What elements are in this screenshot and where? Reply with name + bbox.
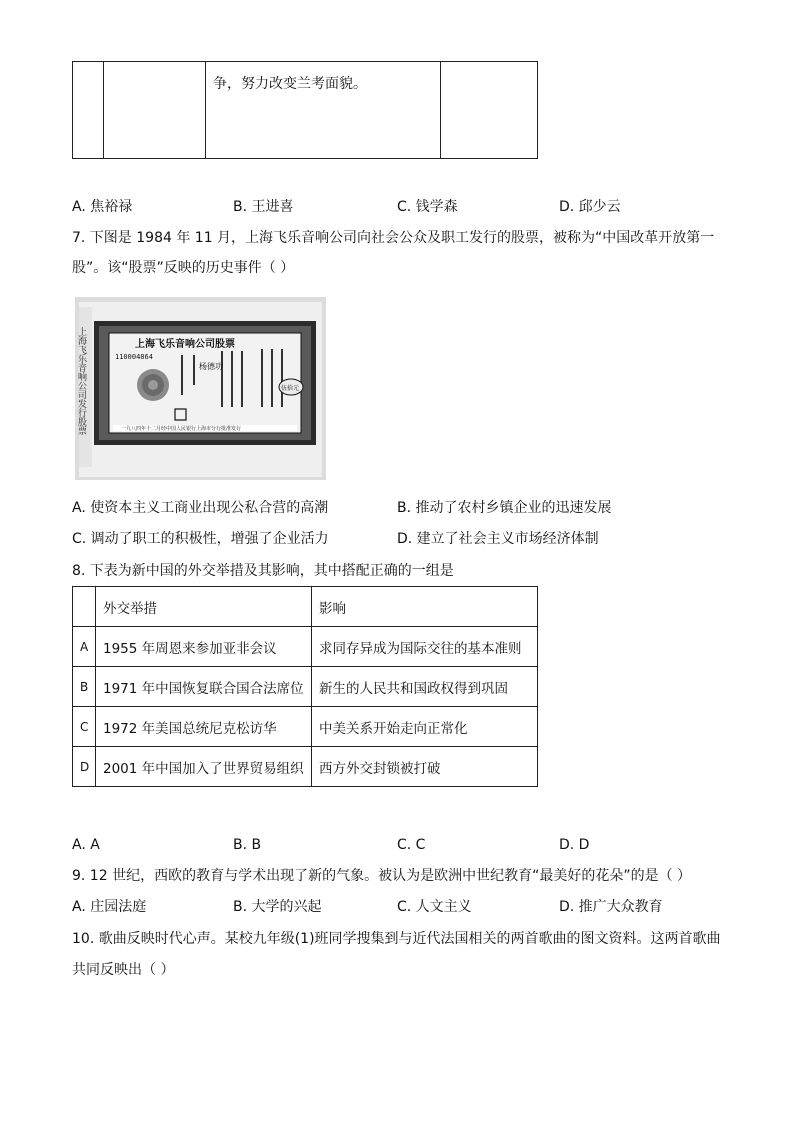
- continuation-table: [72, 61, 538, 159]
- stock-value-mark: 伍拾元: [281, 385, 300, 392]
- q7-option-b: B. 推动了农村乡镇企业的迅速发展: [397, 500, 612, 516]
- row-effect: 求同存异成为国际交往的基本准则: [312, 627, 538, 667]
- q10-stem-line2: 共同反映出（ ）: [72, 962, 175, 978]
- table-header-cell: 外交举措: [96, 587, 312, 627]
- row-measure: 2001 年中国加入了世界贸易组织: [96, 747, 312, 787]
- table-row: [73, 747, 538, 787]
- row-measure: 1955 年周恩来参加亚非会议: [96, 627, 312, 667]
- row-measure: 1971 年中国恢复联合国合法席位: [96, 667, 312, 707]
- stock-side-text: 上海飞乐音响公司发行股票: [76, 327, 86, 435]
- row-key: D: [73, 747, 96, 787]
- q7-option-c: C. 调动了职工的积极性，增强了企业活力: [72, 531, 329, 547]
- table-header-row: [73, 587, 538, 627]
- q7-stem-line1: 7. 下图是 1984 年 11 月，上海飞乐音响公司向社会公众及职工发行的股票，被称为“中国改革开放第一: [72, 230, 715, 246]
- q6-option-c: C. 钱学森: [397, 199, 458, 215]
- stock-certificate-photo: [75, 297, 326, 480]
- row-effect: 中美关系开始走向正常化: [312, 707, 538, 747]
- q7-option-d: D. 建立了社会主义市场经济体制: [397, 531, 599, 547]
- table-cell: [104, 62, 206, 159]
- q9-stem: 9. 12 世纪，西欧的教育与学术出现了新的气象。被认为是欧洲中世纪教育“最美好的花朵”的是（ ）: [72, 868, 692, 884]
- q8-option-c: C. C: [397, 837, 426, 853]
- q9-option-d: D. 推广大众教育: [559, 899, 663, 915]
- row-key: A: [73, 627, 96, 667]
- q6-option-a: A. 焦裕禄: [72, 199, 133, 215]
- row-key: C: [73, 707, 96, 747]
- table-header-cell: 影响: [312, 587, 538, 627]
- diplomacy-table: [72, 586, 538, 787]
- q6-option-d: D. 邱少云: [559, 199, 621, 215]
- table-row: [73, 62, 538, 159]
- table-row: [73, 667, 538, 707]
- table-cell: 争，努力改变兰考面貌。: [206, 62, 441, 159]
- q9-option-a: A. 庄园法庭: [72, 899, 147, 915]
- q8-option-d: D. D: [559, 837, 590, 853]
- q9-option-c: C. 人文主义: [397, 899, 472, 915]
- table-cell: [73, 62, 104, 159]
- q7-stem-line2: 股”。该“股票”反映的历史事件（ ）: [72, 260, 295, 276]
- q8-stem: 8. 下表为新中国的外交举措及其影响，其中搭配正确的一组是: [72, 563, 454, 579]
- row-effect: 西方外交封锁被打破: [312, 747, 538, 787]
- table-cell: [441, 62, 538, 159]
- stock-bottom-text: 一九八四年十二月经中国人民银行上海市分行批准发行: [121, 426, 242, 432]
- stock-serial: 110004864: [115, 353, 153, 361]
- q10-stem-line1: 10. 歌曲反映时代心声。某校九年级(1)班同学搜集到与近代法国相关的两首歌曲的图文资料。这两首歌曲: [72, 931, 721, 947]
- table-row: [73, 707, 538, 747]
- table-row: [73, 627, 538, 667]
- q9-option-b: B. 大学的兴起: [233, 899, 322, 915]
- stock-title: 上海飞乐音响公司股票: [135, 339, 235, 350]
- q8-option-a: A. A: [72, 837, 100, 853]
- row-effect: 新生的人民共和国政权得到巩固: [312, 667, 538, 707]
- q7-option-a: A. 使资本主义工商业出现公私合营的高潮: [72, 500, 329, 516]
- q8-option-b: B. B: [233, 837, 262, 853]
- q6-option-b: B. 王进喜: [233, 199, 294, 215]
- stock-signature: 杨德功: [199, 362, 223, 371]
- row-measure: 1972 年美国总统尼克松访华: [96, 707, 312, 747]
- table-header-cell: [73, 587, 96, 627]
- row-key: B: [73, 667, 96, 707]
